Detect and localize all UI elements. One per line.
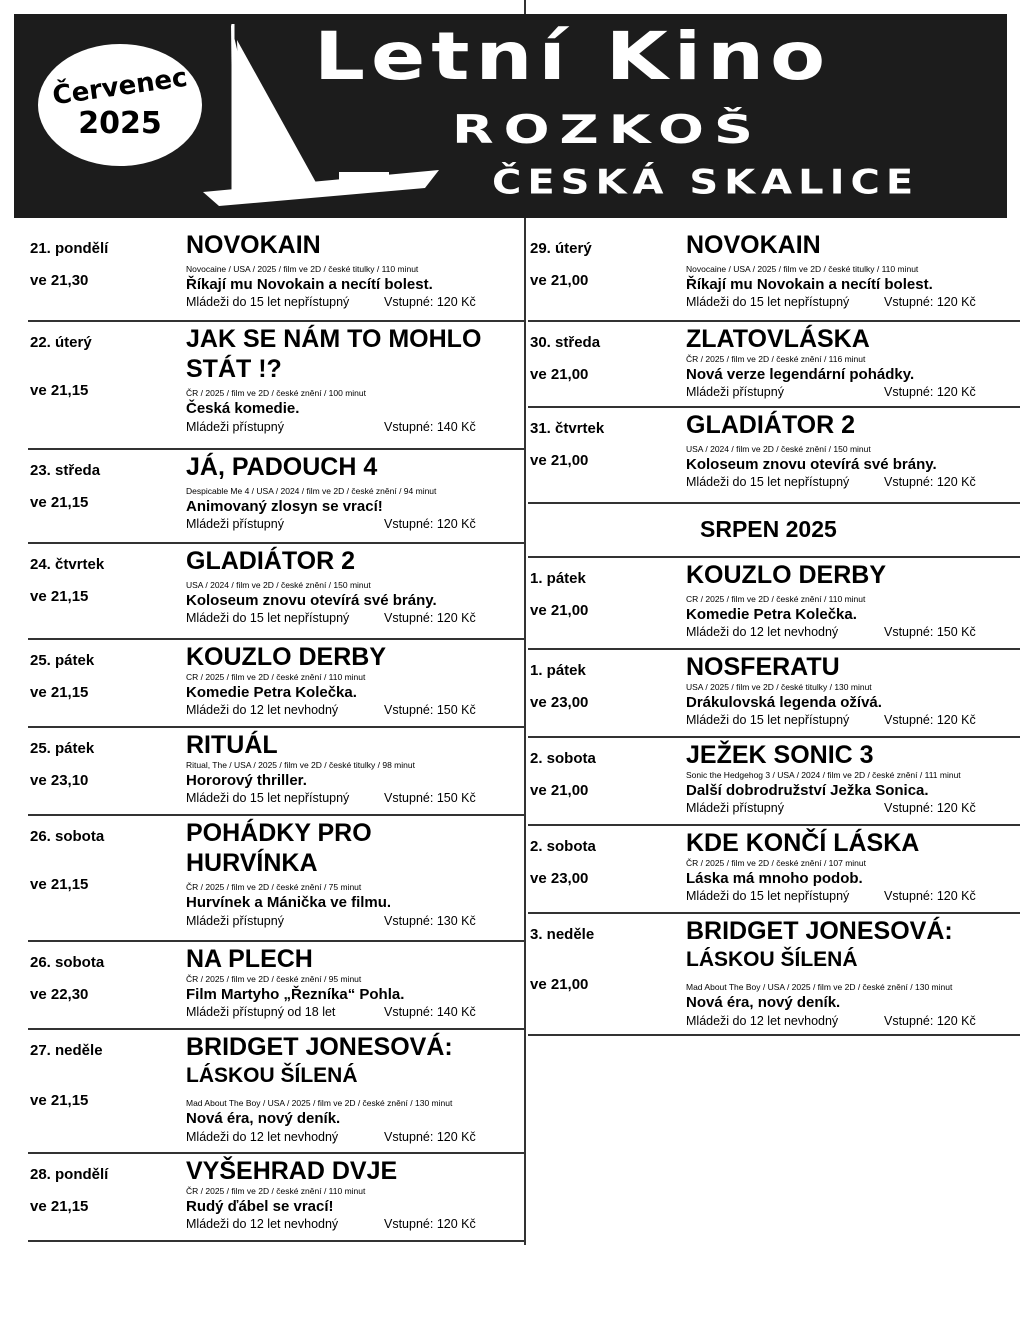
film-tagline: Říkají mu Novokain a necítí bolest. — [686, 276, 933, 293]
film-title: GLADIÁTOR 2 — [686, 411, 855, 439]
showing-time: ve 23,10 — [30, 772, 89, 789]
showing-day: 23. středa — [30, 462, 101, 479]
program-entry — [528, 826, 1020, 914]
film-info: CR / 2025 / film ve 2D / české znění / 110 minut — [186, 672, 366, 682]
showing-day: 2. sobota — [530, 838, 596, 855]
showing-time: ve 21,30 — [30, 272, 89, 289]
film-tagline: Rudý ďábel se vrací! — [186, 1198, 334, 1215]
age-rating: Mládeži přístupný — [686, 801, 784, 815]
film-title: KDE KONČÍ LÁSKA — [686, 829, 920, 857]
showing-time: ve 21,15 — [30, 588, 89, 605]
film-tagline: Láska má mnoho podob. — [686, 870, 863, 887]
program-entry — [528, 408, 1020, 504]
schedule-right — [528, 228, 1020, 1036]
august-heading — [528, 504, 1020, 558]
ticket-price: Vstupné: 120 Kč — [384, 1130, 476, 1144]
banner-title: Letní Kino — [314, 18, 832, 95]
age-rating: Mládeži do 15 let nepřístupný — [686, 889, 850, 903]
film-title: NA PLECH — [186, 945, 313, 973]
film-title: JEŽEK SONIC 3 — [686, 741, 874, 769]
film-title: JAK SE NÁM TO MOHLO — [186, 325, 482, 353]
age-rating: Mládeži do 15 let nepřístupný — [686, 475, 850, 489]
showing-time: ve 22,30 — [30, 986, 89, 1003]
month-label: Červenec — [50, 62, 190, 112]
showing-day: 1. pátek — [530, 662, 586, 679]
showing-time: ve 21,00 — [530, 976, 589, 993]
ticket-price: Vstupné: 120 Kč — [884, 475, 976, 489]
ticket-price: Vstupné: 150 Kč — [384, 703, 476, 717]
ticket-price: Vstupné: 150 Kč — [384, 791, 476, 805]
ticket-price: Vstupné: 150 Kč — [884, 625, 976, 639]
program-entry — [28, 942, 524, 1030]
showing-day: 29. úterý — [530, 240, 592, 257]
film-title: JÁ, PADOUCH 4 — [186, 453, 378, 481]
film-tagline: Další dobrodružství Ježka Sonica. — [686, 782, 929, 799]
ticket-price: Vstupné: 120 Kč — [384, 295, 476, 309]
program-entry — [528, 322, 1020, 408]
july-schedule-left — [28, 228, 524, 1242]
film-tagline: Komedie Petra Kolečka. — [686, 606, 857, 623]
program-entry — [528, 558, 1020, 650]
film-tagline: Nová éra, nový deník. — [186, 1110, 341, 1127]
film-tagline: Drákulovská legenda ožívá. — [686, 694, 882, 711]
age-rating: Mládeži přístupný — [686, 385, 784, 399]
showing-day: 22. úterý — [30, 334, 92, 351]
film-tagline: Koloseum znovu otevírá své brány. — [686, 456, 937, 473]
showing-time: ve 21,00 — [530, 782, 589, 799]
program-entry — [28, 1154, 524, 1242]
film-tagline: Koloseum znovu otevírá své brány. — [186, 592, 437, 609]
film-title: VYŠEHRAD DVJE — [186, 1157, 398, 1185]
showing-time: ve 21,00 — [530, 452, 589, 469]
banner-venue: ROZKOŠ — [452, 107, 763, 153]
showing-day: 1. pátek — [530, 570, 586, 587]
showing-day: 30. středa — [530, 334, 601, 351]
ticket-price: Vstupné: 140 Kč — [384, 1005, 476, 1019]
ticket-price: Vstupné: 120 Kč — [384, 611, 476, 625]
ticket-price: Vstupné: 120 Kč — [884, 889, 976, 903]
film-info: Mad About The Boy / USA / 2025 / film ve 2D / české znění / 130 minut — [186, 1098, 453, 1108]
showing-day: 28. pondělí — [30, 1166, 109, 1183]
age-rating: Mládeži do 15 let nepřístupný — [686, 713, 850, 727]
showing-day: 25. pátek — [30, 652, 95, 669]
showing-day: 21. pondělí — [30, 240, 109, 257]
film-title: ZLATOVLÁSKA — [686, 325, 870, 353]
film-title: BRIDGET JONESOVÁ: — [686, 917, 953, 945]
ticket-price: Vstupné: 120 Kč — [884, 713, 976, 727]
showing-time: ve 21,00 — [530, 366, 589, 383]
film-info: CR / 2025 / film ve 2D / české znění / 110 minut — [686, 594, 866, 604]
film-title-line2: STÁT !? — [186, 355, 282, 383]
age-rating: Mládeži do 12 let nevhodný — [186, 1217, 339, 1231]
august-heading-label: SRPEN 2025 — [700, 516, 837, 542]
age-rating: Mládeži do 12 let nevhodný — [186, 1130, 339, 1144]
showing-time: ve 21,15 — [30, 1198, 89, 1215]
month-badge — [38, 44, 202, 166]
age-rating: Mládeži přístupný od 18 let — [186, 1005, 336, 1019]
ticket-price: Vstupné: 120 Kč — [884, 295, 976, 309]
film-title: NOVOKAIN — [186, 231, 321, 259]
program-entry — [528, 738, 1020, 826]
film-info: ČR / 2025 / film ve 2D / české znění / 75 minut — [186, 882, 362, 892]
film-tagline: Hurvínek a Mánička ve filmu. — [186, 894, 392, 911]
age-rating: Mládeži do 12 let nevhodný — [686, 625, 839, 639]
program-entry — [28, 544, 524, 640]
program-entry — [28, 450, 524, 544]
age-rating: Mládeži do 12 let nevhodný — [686, 1014, 839, 1028]
film-info: Sonic the Hedgehog 3 / USA / 2024 / film ve 2D / české znění / 111 minut — [686, 770, 961, 780]
film-title: POHÁDKY PRO — [186, 819, 372, 847]
age-rating: Mládeži do 15 let nepřístupný — [186, 791, 350, 805]
showing-time: ve 21,15 — [30, 684, 89, 701]
film-title: NOSFERATU — [686, 653, 840, 681]
film-info: ČR / 2025 / film ve 2D / české znění / 95 minut — [186, 974, 362, 984]
program-entry — [528, 228, 1020, 322]
showing-day: 25. pátek — [30, 740, 95, 757]
age-rating: Mládeži do 12 let nevhodný — [186, 703, 339, 717]
showing-time: ve 23,00 — [530, 870, 589, 887]
ticket-price: Vstupné: 120 Kč — [884, 1014, 976, 1028]
film-info: USA / 2025 / film ve 2D / české titulky / 130 minut — [686, 682, 872, 692]
film-tagline: Říkají mu Novokain a necítí bolest. — [186, 276, 433, 293]
showing-day: 31. čtvrtek — [530, 420, 605, 437]
film-title: BRIDGET JONESOVÁ: — [186, 1033, 453, 1061]
film-title: KOUZLO DERBY — [686, 561, 886, 589]
header-banner — [14, 14, 1007, 218]
ticket-price: Vstupné: 130 Kč — [384, 914, 476, 928]
age-rating: Mládeži do 15 let nepřístupný — [686, 295, 850, 309]
film-title: RITUÁL — [186, 731, 278, 759]
year-label: 2025 — [78, 106, 162, 141]
film-info: USA / 2024 / film ve 2D / české znění / 150 minut — [686, 444, 871, 454]
film-info: Novocaine / USA / 2025 / film ve 2D / české titulky / 110 minut — [186, 264, 419, 274]
film-info: Ritual, The / USA / 2025 / film ve 2D / české titulky / 98 minut — [186, 760, 415, 770]
showing-day: 3. neděle — [530, 926, 595, 943]
film-tagline: Komedie Petra Kolečka. — [186, 684, 357, 701]
film-info: Mad About The Boy / USA / 2025 / film ve 2D / české znění / 130 minut — [686, 982, 953, 992]
ticket-price: Vstupné: 120 Kč — [384, 1217, 476, 1231]
film-title: NOVOKAIN — [686, 231, 821, 259]
age-rating: Mládeži přístupný — [186, 420, 284, 434]
program-entry — [28, 1030, 524, 1154]
showing-time: ve 21,15 — [30, 876, 89, 893]
program-entry — [28, 322, 524, 450]
film-info: Despicable Me 4 / USA / 2024 / film ve 2D / české znění / 94 minut — [186, 486, 437, 496]
program-entry — [28, 228, 524, 322]
ticket-price: Vstupné: 120 Kč — [384, 517, 476, 531]
film-title-line2: HURVÍNKA — [186, 849, 318, 877]
showing-day: 26. sobota — [30, 954, 105, 971]
banner-town: ČESKÁ SKALICE — [492, 162, 920, 202]
film-title-line2: LÁSKOU ŠÍLENÁ — [686, 948, 858, 971]
program-entry — [28, 728, 524, 816]
showing-time: ve 21,00 — [530, 272, 589, 289]
film-title-line2: LÁSKOU ŠÍLENÁ — [186, 1064, 358, 1087]
film-tagline: Nová verze legendární pohádky. — [686, 366, 915, 383]
film-info: ČR / 2025 / film ve 2D / české znění / 110 minut — [186, 1186, 366, 1196]
age-rating: Mládeži přístupný — [186, 914, 284, 928]
film-tagline: Hororový thriller. — [186, 772, 307, 789]
program-entry — [528, 914, 1020, 1036]
showing-day: 2. sobota — [530, 750, 596, 767]
ticket-price: Vstupné: 120 Kč — [884, 801, 976, 815]
program-entry — [28, 816, 524, 942]
program-entry — [28, 640, 524, 728]
film-tagline: Česká komedie. — [186, 400, 300, 417]
film-info: ČR / 2025 / film ve 2D / české znění / 100 minut — [186, 388, 366, 398]
film-tagline: Film Martyho „Řezníka“ Pohla. — [186, 986, 405, 1003]
age-rating: Mládeži do 15 let nepřístupný — [186, 295, 350, 309]
showing-time: ve 21,15 — [30, 494, 89, 511]
program-entry — [528, 650, 1020, 738]
film-title: GLADIÁTOR 2 — [186, 547, 355, 575]
film-info: Novocaine / USA / 2025 / film ve 2D / české titulky / 110 minut — [686, 264, 919, 274]
showing-day: 27. neděle — [30, 1042, 103, 1059]
showing-time: ve 23,00 — [530, 694, 589, 711]
showing-time: ve 21,15 — [30, 382, 89, 399]
film-info: ČR / 2025 / film ve 2D / české znění / 116 minut — [686, 354, 866, 364]
film-tagline: Animovaný zlosyn se vrací! — [186, 498, 383, 515]
film-info: USA / 2024 / film ve 2D / české znění / 150 minut — [186, 580, 371, 590]
showing-time: ve 21,00 — [530, 602, 589, 619]
film-tagline: Nová éra, nový deník. — [686, 994, 841, 1011]
showing-time: ve 21,15 — [30, 1092, 89, 1109]
film-info: ČR / 2025 / film ve 2D / české znění / 107 minut — [686, 858, 866, 868]
showing-day: 26. sobota — [30, 828, 105, 845]
age-rating: Mládeži do 15 let nepřístupný — [186, 611, 350, 625]
ticket-price: Vstupné: 140 Kč — [384, 420, 476, 434]
showing-day: 24. čtvrtek — [30, 556, 105, 573]
film-title: KOUZLO DERBY — [186, 643, 386, 671]
age-rating: Mládeži přístupný — [186, 517, 284, 531]
ticket-price: Vstupné: 120 Kč — [884, 385, 976, 399]
